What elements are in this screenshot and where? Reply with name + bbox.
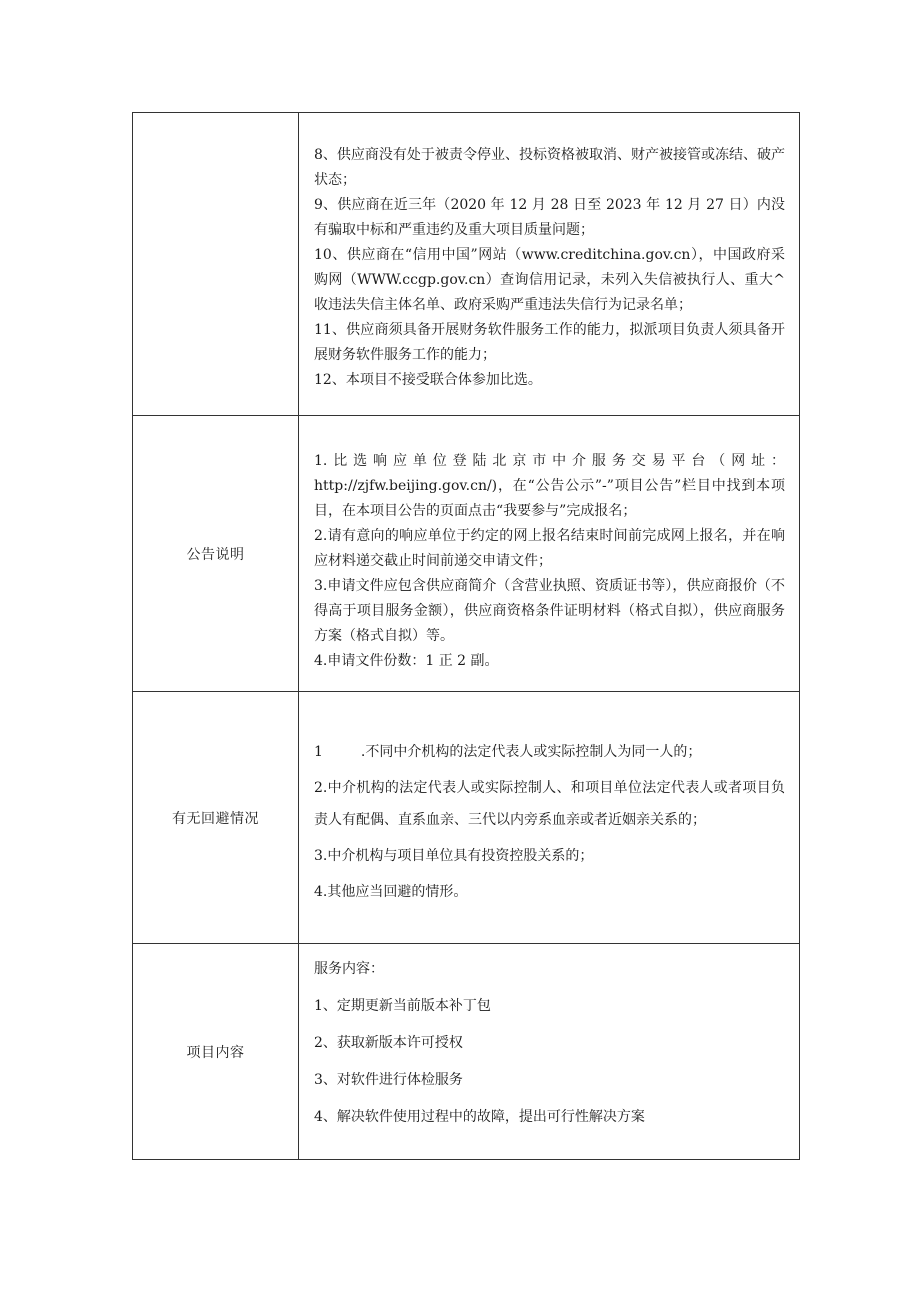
- avoidance-item-1-text: .不同中介机构的法定代表人或实际控制人为同一人的；: [360, 744, 702, 760]
- row-content: [299, 113, 800, 416]
- service-item-4: 4、解决软件使用过程中的故障，提出可行性解决方案: [314, 1109, 645, 1125]
- row-content: [299, 416, 800, 692]
- notice-item-1-url: http://zjfw.beijing.gov.cn/)，在“公告公示”-”项目公告”栏目中找到本项目，在本项目公告的页面点击“我要参与”完成报名；: [314, 478, 785, 519]
- table-row: [133, 416, 800, 692]
- avoidance-item-2: 2.中介机构的法定代表人或实际控制人、和项目单位法定代表人或者项目负责人有配偶、直系血亲、三代以内旁系血亲或者近姻亲关系的；: [314, 780, 785, 828]
- row-content: [299, 692, 800, 944]
- table-row: [133, 692, 800, 944]
- notice-item-4: 4.申请文件份数：1 正 2 副。: [314, 653, 499, 669]
- avoidance-item-1: [314, 736, 785, 768]
- service-heading: 服务内容：: [314, 961, 384, 977]
- row-label: 项目内容: [133, 944, 299, 1160]
- notice-item-2: 2.请有意向的响应单位于约定的网上报名结束时间前完成网上报名，并在响应材料递交截止时间前递交申请文件；: [314, 528, 785, 569]
- clause-9: 9、供应商在近三年（2020 年 12 月 28 日至 2023 年 12 月 27 日）内没有骗取中标和严重违约及重大项目质量问题；: [314, 197, 785, 238]
- requirements-table: [132, 112, 800, 1160]
- service-item-1: 1、定期更新当前版本补丁包: [314, 998, 491, 1014]
- clause-11: 11、供应商须具备开展财务软件服务工作的能力，拟派项目负责人须具备开展财务软件服务工作的能力；: [314, 322, 785, 363]
- avoidance-item-3: 3.中介机构与项目单位具有投资控股关系的；: [314, 848, 594, 864]
- row-label: [133, 113, 299, 416]
- notice-item-3: 3.申请文件应包含供应商简介（含营业执照、资质证书等），供应商报价（不得高于项目服务金额），供应商资格条件证明材料（格式自拟），供应商服务方案（格式自拟）等。: [314, 578, 785, 644]
- table-row: [133, 113, 800, 416]
- row-content: [299, 944, 800, 1160]
- clause-10: 10、供应商在“信用中国”网站（www.creditchina.gov.cn），中国政府采购网（WWW.ccgp.gov.cn）查询信用记录，未列入失信被执行人、重大^收违法失信主体名单、政府采购严重违法失信行为记录名单；: [314, 247, 785, 313]
- row-label: 公告说明: [133, 416, 299, 692]
- service-item-2: 2、获取新版本许可授权: [314, 1035, 463, 1051]
- clause-12: 12、本项目不接受联合体参加比选。: [314, 372, 542, 388]
- avoidance-item-4: 4.其他应当回避的情形。: [314, 884, 468, 900]
- clause-8: 8、供应商没有处于被责令停业、投标资格被取消、财产被接管或冻结、破产状态；: [314, 147, 785, 188]
- notice-item-1: 1.比选响应单位登陆北京市中介服务交易平台（网址：: [314, 453, 785, 469]
- service-item-3: 3、对软件进行体检服务: [314, 1072, 463, 1088]
- avoidance-item-1-number: 1: [314, 744, 323, 760]
- row-label: 有无回避情况: [133, 692, 299, 944]
- table-row: [133, 944, 800, 1160]
